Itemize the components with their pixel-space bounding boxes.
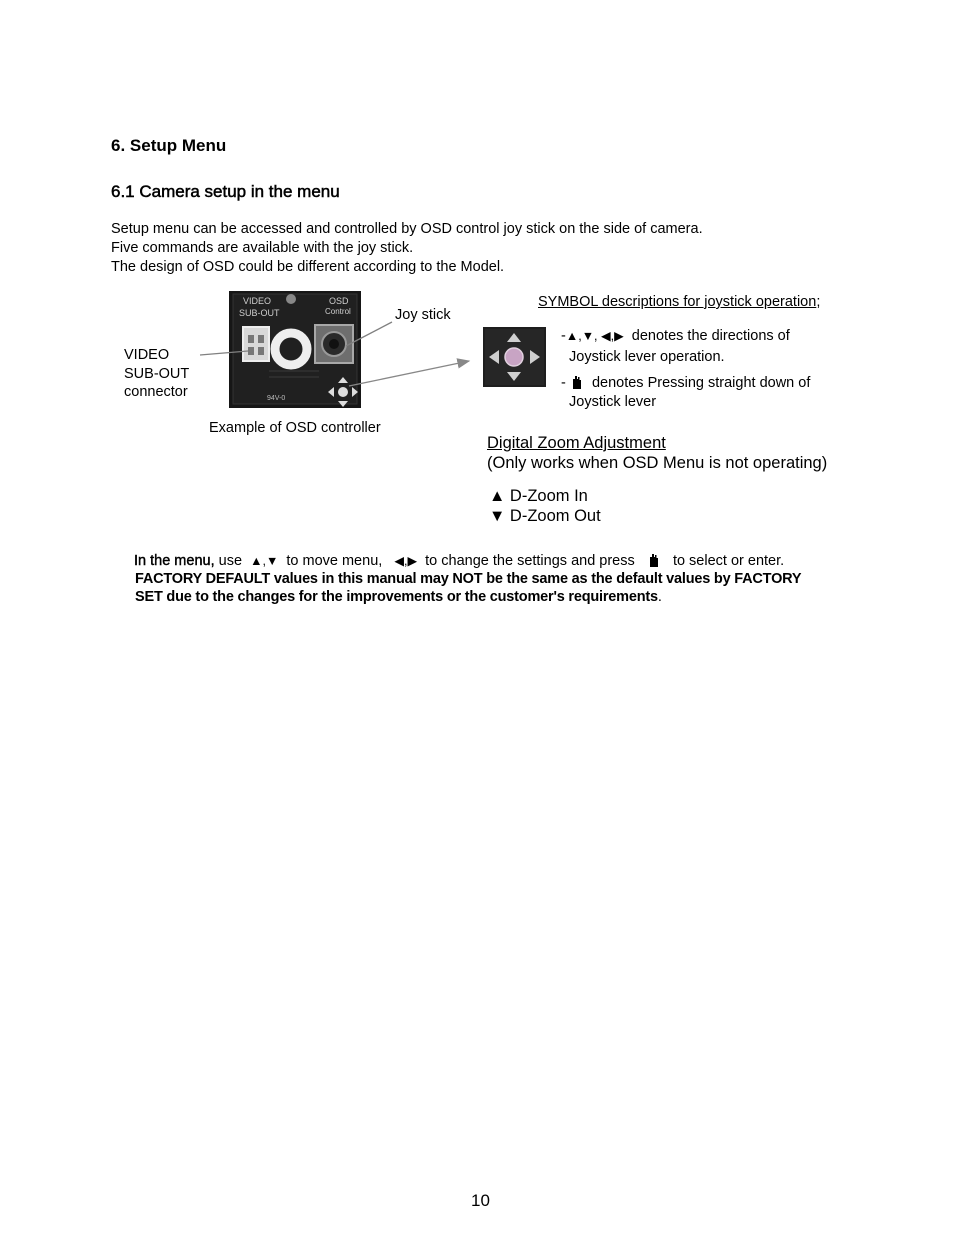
menu-select: to select or enter.: [672, 553, 785, 569]
direction-description: [561, 327, 790, 346]
board-text-control: Control: [325, 307, 351, 316]
video-label-line-1: VIDEO: [124, 347, 170, 363]
press-hand-icon: [647, 550, 661, 568]
subsection-heading: 6.1 Camera setup in the menu: [111, 182, 340, 201]
joystick-pad-image: [483, 327, 546, 387]
joystick-label: Joy stick: [395, 307, 451, 323]
menu-change: to change the settings and press: [425, 553, 635, 569]
board-text-subout: SUB-OUT: [239, 308, 280, 318]
board-text-osd: OSD: [329, 296, 349, 306]
press-description: [561, 372, 810, 393]
intro-line-2: Five commands are available with the joy stick.: [111, 240, 414, 256]
zoom-in-item: ▲ D-Zoom In: [489, 487, 588, 505]
section-heading: 6. Setup Menu: [111, 136, 227, 155]
factory-notice-end: .: [657, 589, 662, 605]
updown-glyphs: ▲,▼: [250, 554, 279, 568]
board-text-video: VIDEO: [243, 296, 272, 306]
joystick-callout-line: [346, 322, 392, 346]
menu-lead: In the menu,: [134, 553, 215, 569]
factory-notice-line-1: FACTORY DEFAULT values in this manual may NOT be the same as the default values by FACTORY: [135, 571, 802, 587]
dash: -: [561, 375, 566, 391]
symbol-title: [538, 293, 820, 312]
menu-move: to move menu,: [286, 553, 383, 569]
leftright-glyphs: ◀,▶: [394, 554, 418, 568]
direction-text-2: Joystick lever operation.: [569, 349, 725, 365]
board-text-rating: 94V-0: [267, 395, 286, 402]
menu-use: use: [218, 553, 243, 569]
intro-line-1: Setup menu can be accessed and controlled by OSD control joy stick on the side of camera.: [111, 221, 703, 237]
zoom-out-item: ▼ D-Zoom Out: [489, 507, 601, 525]
direction-text-1: denotes the directions of: [631, 328, 790, 344]
pad-arrow: [349, 361, 469, 386]
press-text-1: denotes Pressing straight down of: [591, 375, 811, 391]
menu-instructions: [134, 550, 784, 569]
video-callout-line: [200, 351, 248, 355]
factory-notice-line-2: [135, 589, 662, 605]
page-number: 10: [471, 1191, 490, 1210]
direction-glyphs: ▲,▼, ◀,▶: [565, 329, 624, 343]
video-label-line-3: connector: [124, 384, 188, 400]
press-hand-icon: [570, 372, 584, 390]
symbol-title-text: SYMBOL descriptions for joystick operation: [538, 294, 817, 310]
figure-caption: Example of OSD controller: [209, 420, 381, 436]
dash: -: [561, 328, 566, 344]
video-connector-label: [124, 346, 189, 402]
intro-line-3: The design of OSD could be different according to the Model.: [111, 259, 505, 275]
factory-notice-line-2-text: SET due to the changes for the improvements or the customer's requirements: [135, 589, 658, 605]
press-text-2: Joystick lever: [569, 394, 657, 410]
zoom-note: (Only works when OSD Menu is not operating): [487, 454, 828, 472]
zoom-title: Digital Zoom Adjustment: [487, 434, 666, 452]
video-label-line-2: SUB-OUT: [124, 365, 190, 382]
symbol-title-suffix: ;: [816, 294, 821, 310]
